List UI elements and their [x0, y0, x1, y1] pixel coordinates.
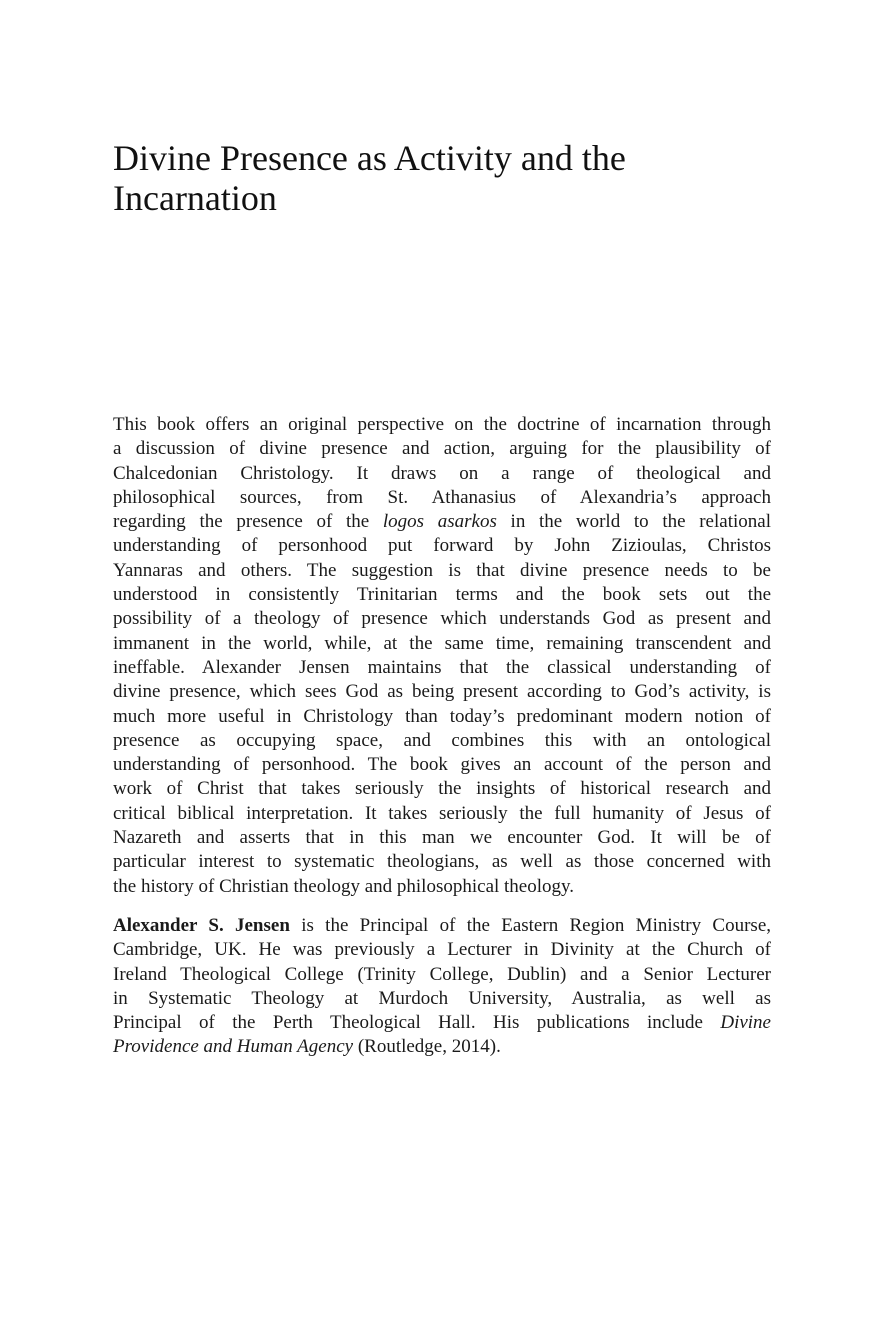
description-line: understanding of personhood put forward by John Zizioulas, Christos — [113, 535, 771, 557]
bio-line: Cambridge, UK. He was previously a Lecturer in Divinity at the Church of — [113, 939, 771, 961]
description-line: work of Christ that takes seriously the insights of historical research and — [113, 778, 771, 800]
bio-line — [113, 1011, 771, 1035]
description-line: ineffable. Alexander Jensen maintains that the classical understanding of — [113, 656, 771, 678]
description-line: critical biblical interpretation. It takes seriously the full humanity of Jesus of — [113, 802, 771, 824]
bio-line: Ireland Theological College (Trinity College, Dublin) and a Senior Lecturer — [113, 963, 771, 985]
bio-line — [113, 914, 771, 938]
publication-title: Divine — [720, 1012, 771, 1034]
description-line: a discussion of divine presence and action, arguing for the plausibility of — [113, 438, 771, 460]
description-line: Yannaras and others. The suggestion is that divine presence needs to be — [113, 559, 771, 581]
description-line: understanding of personhood. The book gives an account of the person and — [113, 754, 771, 776]
italic-term: logos asarkos — [382, 511, 497, 533]
book-title — [113, 138, 773, 218]
author-name: Alexander S. Jensen — [113, 915, 290, 936]
description-line: possibility of a theology of presence which understands God as present and — [113, 608, 771, 630]
description-line: the history of Christian theology and philosophical theology. — [113, 875, 575, 897]
book-description — [113, 413, 771, 899]
publication-title: Providence and Human Agency — [113, 1036, 354, 1058]
description-text: regarding the presence of the — [113, 511, 383, 533]
description-text: in the world to the relational — [496, 511, 771, 533]
description-line: divine presence, which sees God as being present according to God’s activity, is — [113, 681, 771, 703]
bio-line: in Systematic Theology at Murdoch University, Australia, as well as — [113, 987, 771, 1009]
description-line: philosophical sources, from St. Athanasius of Alexandria’s approach — [113, 486, 771, 508]
description-line: presence as occupying space, and combines this with an ontological — [113, 729, 771, 751]
description-line: immanent in the world, while, at the same time, remaining transcendent and — [113, 632, 771, 654]
bio-text: Principal of the Perth Theological Hall. His publications include — [113, 1012, 721, 1034]
description-line — [113, 510, 771, 534]
bio-text: (Routledge, 2014). — [353, 1036, 501, 1058]
description-line: This book offers an original perspective on the doctrine of incarnation through — [113, 414, 771, 435]
bio-text: is the Principal of the Eastern Region Ministry Course, — [289, 915, 771, 936]
bio-line — [113, 1035, 771, 1059]
description-line: understood in consistently Trinitarian terms and the book sets out the — [113, 584, 771, 606]
description-line: Nazareth and asserts that in this man we encounter God. It will be of — [113, 827, 771, 849]
book-title-line-1: Divine Presence as Activity and the — [113, 138, 626, 178]
description-line: much more useful in Christology than today’s predominant modern notion of — [113, 705, 771, 727]
book-title-line-2: Incarnation — [113, 178, 277, 218]
description-line: Chalcedonian Christology. It draws on a range of theological and — [113, 462, 771, 484]
description-line: particular interest to systematic theologians, as well as those concerned with — [113, 851, 771, 873]
author-bio — [113, 914, 771, 1060]
